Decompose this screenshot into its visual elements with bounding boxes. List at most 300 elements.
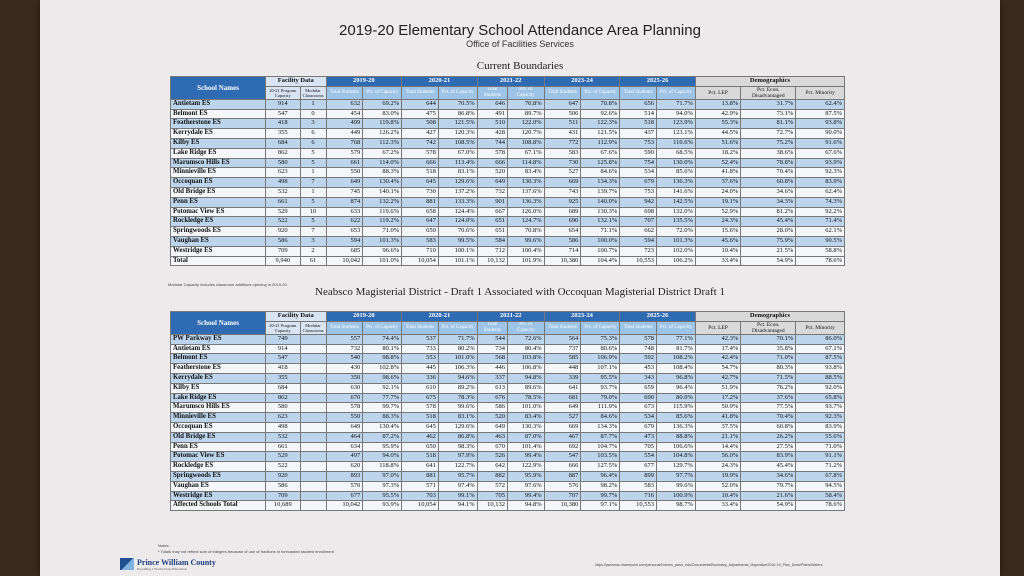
table-cell: 71.4% — [796, 217, 845, 227]
school-name-cell: Rockledge ES — [171, 462, 266, 472]
total-students-header: Total Students — [544, 321, 581, 334]
table-cell: 681 — [544, 393, 581, 403]
table-cell: 3 — [300, 119, 326, 129]
table-cell: 72.6% — [507, 334, 544, 344]
table-cell: 679 — [620, 422, 657, 432]
table-cell: 497 — [326, 452, 363, 462]
table-cell: 572 — [477, 481, 507, 491]
school-name-cell: Lake Ridge ES — [171, 393, 266, 403]
footer-url: https://pwcsedu.sharepoint.com/personal/holmes_pwcs_edu/Documents/Boundary_Adjustments_Mapmaker2016-19_Plan_Draw/Plans/Waters — [595, 563, 823, 567]
table-cell: 583 — [544, 148, 581, 158]
table-cell: 583 — [620, 481, 657, 491]
year-header: 2020-21 — [402, 312, 478, 322]
table-cell: 75.2% — [741, 138, 796, 148]
table-row — [171, 227, 845, 237]
table-cell: 67.8% — [796, 471, 845, 481]
table-cell: 132.1% — [581, 217, 620, 227]
table-cell: 584 — [477, 236, 507, 246]
table-cell — [300, 462, 326, 472]
year-header: 2021-22 — [477, 77, 544, 87]
table-cell: 667 — [477, 207, 507, 217]
table-row — [171, 217, 845, 227]
table-cell: 431 — [544, 129, 581, 139]
school-name-cell: Occoquan ES — [171, 422, 266, 432]
school-name-cell: Marumsco Hills ES — [171, 158, 266, 168]
table-cell: 522 — [266, 462, 301, 472]
table-cell: 107.1% — [581, 364, 620, 374]
table-cell: 7 — [300, 178, 326, 188]
table-cell: 925 — [544, 197, 581, 207]
table-cell: 705 — [620, 442, 657, 452]
table-cell: 21.1% — [695, 432, 740, 442]
table-cell: 132.2% — [363, 197, 402, 207]
table-cell: 126.0% — [507, 207, 544, 217]
table-cell: 101.3% — [363, 236, 402, 246]
table-cell: 707 — [544, 491, 581, 501]
table-row — [171, 168, 845, 178]
table-cell: 100.7% — [581, 246, 620, 256]
table-cell: 120.3% — [438, 129, 477, 139]
facility-data-header: Facility Data — [266, 77, 326, 87]
table-cell: 67.1% — [507, 148, 544, 158]
table-cell: 714 — [544, 246, 581, 256]
pct-capacity-header: Pct. of Capacity — [581, 321, 620, 334]
table-cell: 85.6% — [657, 413, 696, 423]
table-cell: 130.3% — [507, 422, 544, 432]
table-cell: 125.8% — [581, 158, 620, 168]
table-cell: 99.1% — [438, 491, 477, 501]
total-cell: 61 — [300, 256, 326, 266]
total-cell: 10,132 — [477, 256, 507, 266]
table-cell: 594 — [620, 236, 657, 246]
table-cell: 141.6% — [657, 187, 696, 197]
table-cell: 532 — [266, 187, 301, 197]
table-cell: 136.3% — [657, 422, 696, 432]
table-cell: 84.6% — [581, 168, 620, 178]
table-cell: 101.0% — [507, 403, 544, 413]
pct-econ-header: Pct. Econ. Disadvantaged — [741, 86, 796, 99]
table-cell: 547 — [266, 109, 301, 119]
total-students-header: Total Students — [402, 321, 439, 334]
table-cell: 70.8% — [507, 227, 544, 237]
table-row — [171, 481, 845, 491]
table-cell: 355 — [266, 373, 301, 383]
total-cell: 101.0% — [363, 256, 402, 266]
table-cell: 89.7% — [507, 109, 544, 119]
table-cell: 649 — [477, 178, 507, 188]
table-cell: 69.2% — [363, 99, 402, 109]
table-cell: 70.8% — [507, 99, 544, 109]
school-name-cell: Featherstone ES — [171, 364, 266, 374]
table-cell: 899 — [620, 471, 657, 481]
table-cell: 580 — [266, 403, 301, 413]
school-name-cell: Kilby ES — [171, 383, 266, 393]
table-cell: 114.8% — [507, 158, 544, 168]
total-row — [171, 256, 845, 266]
table-cell: 653 — [326, 227, 363, 237]
table-cell: 498 — [266, 422, 301, 432]
table-cell: 99.4% — [507, 452, 544, 462]
table-cell: 5 — [300, 148, 326, 158]
table-cell: 80.4% — [507, 344, 544, 354]
section-title-current: Current Boundaries — [476, 60, 564, 72]
table-cell: 70.8% — [581, 99, 620, 109]
table-cell: 42.9% — [695, 109, 740, 119]
table-cell: 578 — [402, 148, 439, 158]
table-cell: 77.1% — [657, 334, 696, 344]
table-cell: 920 — [266, 471, 301, 481]
table-cell: 580 — [266, 158, 301, 168]
table-cell: 679 — [620, 178, 657, 188]
table-cell: 121.5% — [581, 129, 620, 139]
table-cell: 86.8% — [438, 432, 477, 442]
table-cell: 78.3% — [438, 393, 477, 403]
table-cell: 106.9% — [581, 354, 620, 364]
table-cell: 645 — [402, 422, 439, 432]
table-cell: 743 — [544, 187, 581, 197]
table-cell: 52.4% — [695, 158, 740, 168]
table-row — [171, 422, 845, 432]
table-cell: 96.4% — [581, 471, 620, 481]
table-cell: 518 — [402, 413, 439, 423]
table-cell — [300, 364, 326, 374]
table-cell: 520 — [477, 413, 507, 423]
table-cell: 666 — [477, 158, 507, 168]
facility-data-header: Facility Data — [266, 312, 326, 322]
table-cell: 133.3% — [438, 197, 477, 207]
table-cell: 80.3% — [741, 364, 796, 374]
school-name-cell: Kilby ES — [171, 138, 266, 148]
school-name-cell: Kerrydale ES — [171, 129, 266, 139]
pct-capacity-header: Pct. of Capacity — [363, 86, 402, 99]
table-cell: 644 — [402, 99, 439, 109]
table-cell: 730 — [402, 187, 439, 197]
table-cell: 37.5% — [695, 422, 740, 432]
school-name-cell: Lake Ridge ES — [171, 148, 266, 158]
table-cell: 98.6% — [363, 373, 402, 383]
table-cell: 123.9% — [657, 119, 696, 129]
table-cell — [300, 354, 326, 364]
school-name-cell: Potomac View ES — [171, 207, 266, 217]
table-cell: 651 — [477, 217, 507, 227]
total-students-header: Total Students — [477, 321, 507, 334]
county-logo — [120, 555, 216, 573]
table-cell: 634 — [326, 442, 363, 452]
table-cell: 100.9% — [657, 491, 696, 501]
table-cell: 45.4% — [741, 462, 796, 472]
table-cell: 97.3% — [363, 481, 402, 491]
total-cell: 101.9% — [507, 256, 544, 266]
table-cell: 632 — [326, 99, 363, 109]
table-cell: 578 — [402, 403, 439, 413]
table-cell: 136.3% — [507, 197, 544, 207]
table-cell: 586 — [544, 236, 581, 246]
table-cell: 21.5% — [741, 246, 796, 256]
table-cell: 623 — [266, 168, 301, 178]
table-cell: 54.7% — [695, 364, 740, 374]
table-cell: 70.5% — [438, 99, 477, 109]
total-cell: 10,689 — [266, 501, 301, 511]
modular-classrooms-header: Modular Classrooms — [300, 321, 326, 334]
table-cell: 119.2% — [363, 217, 402, 227]
table-cell: 103.5% — [581, 452, 620, 462]
school-name-cell: Featherstone ES — [171, 119, 266, 129]
table-cell: 670 — [326, 393, 363, 403]
school-name-cell: Springwoods ES — [171, 227, 266, 237]
table-cell: 733 — [402, 344, 439, 354]
table-cell: 79.0% — [581, 393, 620, 403]
school-names-header: School Names — [171, 77, 266, 100]
table-cell: 3 — [300, 236, 326, 246]
table-cell: 37.6% — [741, 393, 796, 403]
table-cell: 55.6% — [796, 432, 845, 442]
table-row — [171, 452, 845, 462]
table-cell: 534 — [620, 168, 657, 178]
pct-capacity-header: Pct. of Capacity — [581, 86, 620, 99]
table-row — [171, 471, 845, 481]
pct-capacity-header: Pct. of Capacity — [438, 321, 477, 334]
table-cell: 71.0% — [363, 227, 402, 237]
table-cell: 448 — [544, 364, 581, 374]
table-cell: 26.2% — [741, 432, 796, 442]
table-cell: 337 — [477, 373, 507, 383]
table-cell: 68.5% — [657, 148, 696, 158]
table-cell: 732 — [477, 187, 507, 197]
table-cell: 81.2% — [741, 207, 796, 217]
table-cell: 75.9% — [741, 236, 796, 246]
school-name-cell: Westridge ES — [171, 491, 266, 501]
table-cell: 730 — [544, 158, 581, 168]
table-cell: 661 — [266, 197, 301, 207]
pct-capacity-header: Pct. of Capacity — [363, 321, 402, 334]
table-cell: 71.0% — [741, 354, 796, 364]
table-cell: 78.5% — [507, 393, 544, 403]
current-boundaries-table — [170, 76, 845, 266]
total-cell: 9,940 — [266, 256, 301, 266]
table-cell: 527 — [544, 413, 581, 423]
table-cell: 709 — [266, 491, 301, 501]
table-cell: 101.4% — [507, 442, 544, 452]
table-cell: 88.3% — [363, 413, 402, 423]
pct-minority-header: Pct. Minority — [796, 86, 845, 99]
total-label-cell: Affected Schools Total — [171, 501, 266, 511]
table-cell: 942 — [620, 197, 657, 207]
table-cell: 586 — [266, 481, 301, 491]
table-cell: 623 — [266, 413, 301, 423]
school-name-cell: Penn ES — [171, 197, 266, 207]
school-name-cell: Potomac View ES — [171, 452, 266, 462]
table-row — [171, 236, 845, 246]
table-cell: 355 — [266, 129, 301, 139]
table-cell: 540 — [326, 354, 363, 364]
table-cell — [300, 344, 326, 354]
table-cell: 544 — [477, 334, 507, 344]
table-cell: 28.0% — [741, 227, 796, 237]
table-cell: 498 — [266, 178, 301, 188]
table-cell: 698 — [620, 207, 657, 217]
school-name-cell: Kerrydale ES — [171, 373, 266, 383]
table-cell: 491 — [477, 109, 507, 119]
table-cell: 83.1% — [438, 413, 477, 423]
table-cell: 91.6% — [796, 138, 845, 148]
table-cell: 96.8% — [657, 373, 696, 383]
table-cell: 754 — [620, 158, 657, 168]
table-cell: 55.3% — [695, 119, 740, 129]
table-cell: 71.1% — [581, 227, 620, 237]
table-cell: 564 — [544, 334, 581, 344]
logo-name: Prince William County — [137, 557, 216, 567]
table-row — [171, 393, 845, 403]
table-cell: 86.0% — [796, 334, 845, 344]
table-cell: 557 — [326, 334, 363, 344]
year-header: 2020-21 — [402, 77, 478, 87]
table-cell: 511 — [544, 119, 581, 129]
table-cell: 0 — [300, 109, 326, 119]
table-cell: 645 — [402, 178, 439, 188]
table-cell: 101.3% — [657, 236, 696, 246]
table-cell: 93.8% — [796, 364, 845, 374]
table-cell: 10 — [300, 207, 326, 217]
table-cell — [300, 334, 326, 344]
table-row — [171, 129, 845, 139]
table-cell: 62.1% — [796, 227, 845, 237]
total-students-header: Total Students — [544, 86, 581, 99]
table-row — [171, 344, 845, 354]
table-cell: 87.0% — [507, 432, 544, 442]
table-cell: 51.6% — [695, 138, 740, 148]
table-cell: 1 — [300, 187, 326, 197]
table-cell: 129.7% — [657, 462, 696, 472]
table-cell: 80.6% — [581, 344, 620, 354]
table-cell: 93.7% — [796, 403, 845, 413]
table-cell: 753 — [620, 187, 657, 197]
table-cell: 71.7% — [438, 334, 477, 344]
table-cell: 518 — [620, 119, 657, 129]
table-cell: 712 — [477, 246, 507, 256]
table-cell: 74.4% — [363, 334, 402, 344]
table-cell: 95.5% — [363, 491, 402, 501]
table-cell: 67.6% — [581, 148, 620, 158]
table-row — [171, 334, 845, 344]
pct-lep-header: Pct. LEP — [695, 86, 740, 99]
table-cell: 81.7% — [657, 344, 696, 354]
table-cell: 537 — [402, 334, 439, 344]
table-cell — [300, 452, 326, 462]
table-cell: 112.3% — [363, 138, 402, 148]
table-cell: 522 — [266, 217, 301, 227]
table-cell: 418 — [266, 364, 301, 374]
table-cell: 74.3% — [796, 197, 845, 207]
table-cell: 336 — [402, 373, 439, 383]
table-cell: 576 — [544, 481, 581, 491]
table-cell: 112.9% — [581, 138, 620, 148]
table-cell: 622 — [326, 217, 363, 227]
table-cell: 41.8% — [695, 168, 740, 178]
table-cell: 42.4% — [695, 354, 740, 364]
page-title: 2019-20 Elementary School Attendance Area Planning — [339, 22, 701, 39]
table-cell: 467 — [544, 432, 581, 442]
table-row — [171, 442, 845, 452]
table-cell: 35.8% — [741, 344, 796, 354]
table-cell: 578 — [326, 403, 363, 413]
table-cell: 94.6% — [438, 373, 477, 383]
table-cell: 134.3% — [581, 178, 620, 188]
table-cell: 5 — [300, 217, 326, 227]
table-cell: 437 — [620, 129, 657, 139]
table-cell: 103.8% — [507, 354, 544, 364]
total-cell: 101.1% — [438, 256, 477, 266]
table-cell: 550 — [326, 413, 363, 423]
table-cell: 70.4% — [741, 168, 796, 178]
program-capacity-header: 20-21 Program Capacity — [266, 321, 301, 334]
total-cell: 54.9% — [741, 501, 796, 511]
table-cell: 90.5% — [796, 236, 845, 246]
table-cell: 88.3% — [363, 168, 402, 178]
table-cell: 83.9% — [741, 452, 796, 462]
table-cell: 58.4% — [796, 491, 845, 501]
table-cell: 554 — [620, 452, 657, 462]
table-cell: 19.9% — [695, 471, 740, 481]
table-cell: 649 — [326, 178, 363, 188]
table-cell — [300, 471, 326, 481]
table-cell: 684 — [266, 383, 301, 393]
table-cell: 94.0% — [363, 452, 402, 462]
table-cell: 44.5% — [695, 129, 740, 139]
table-row — [171, 383, 845, 393]
table-cell: 96.4% — [657, 383, 696, 393]
school-names-header: School Names — [171, 312, 266, 335]
table-cell: 418 — [266, 119, 301, 129]
table-cell: 887 — [544, 471, 581, 481]
table-cell: 90.0% — [796, 129, 845, 139]
table-cell: 473 — [620, 432, 657, 442]
pct-capacity-header: Pct. of Capacity — [507, 86, 544, 99]
table-cell: 56.0% — [695, 452, 740, 462]
table-row — [171, 99, 845, 109]
table-cell: 104.7% — [581, 442, 620, 452]
total-cell: 98.7% — [657, 501, 696, 511]
table-cell: 101.0% — [438, 354, 477, 364]
table-cell: 97.9% — [438, 452, 477, 462]
total-cell — [300, 501, 326, 511]
table-cell: 508 — [402, 119, 439, 129]
table-cell: 547 — [266, 354, 301, 364]
table-row — [171, 148, 845, 158]
year-header: 2025-26 — [620, 312, 696, 322]
table-cell: 689 — [544, 207, 581, 217]
table-cell: 80.2% — [438, 344, 477, 354]
table-cell: 10.4% — [695, 246, 740, 256]
table-cell: 453 — [620, 364, 657, 374]
table-cell: 768 — [326, 138, 363, 148]
table-cell: 129.6% — [438, 178, 477, 188]
school-name-cell: Vaughan ES — [171, 481, 266, 491]
table-cell: 119.6% — [363, 207, 402, 217]
table-cell: 649 — [477, 422, 507, 432]
table-cell: 113.4% — [438, 158, 477, 168]
table-cell: 914 — [266, 99, 301, 109]
table-row — [171, 354, 845, 364]
total-students-header: Total Students — [402, 86, 439, 99]
demographics-header: Demographics — [695, 77, 844, 87]
table-cell: 62.4% — [796, 99, 845, 109]
table-cell — [300, 442, 326, 452]
table-cell: 76.2% — [741, 383, 796, 393]
table-cell: 920 — [266, 227, 301, 237]
table-cell: 520 — [477, 168, 507, 178]
table-cell: 52.0% — [695, 481, 740, 491]
table-cell: 2 — [300, 246, 326, 256]
